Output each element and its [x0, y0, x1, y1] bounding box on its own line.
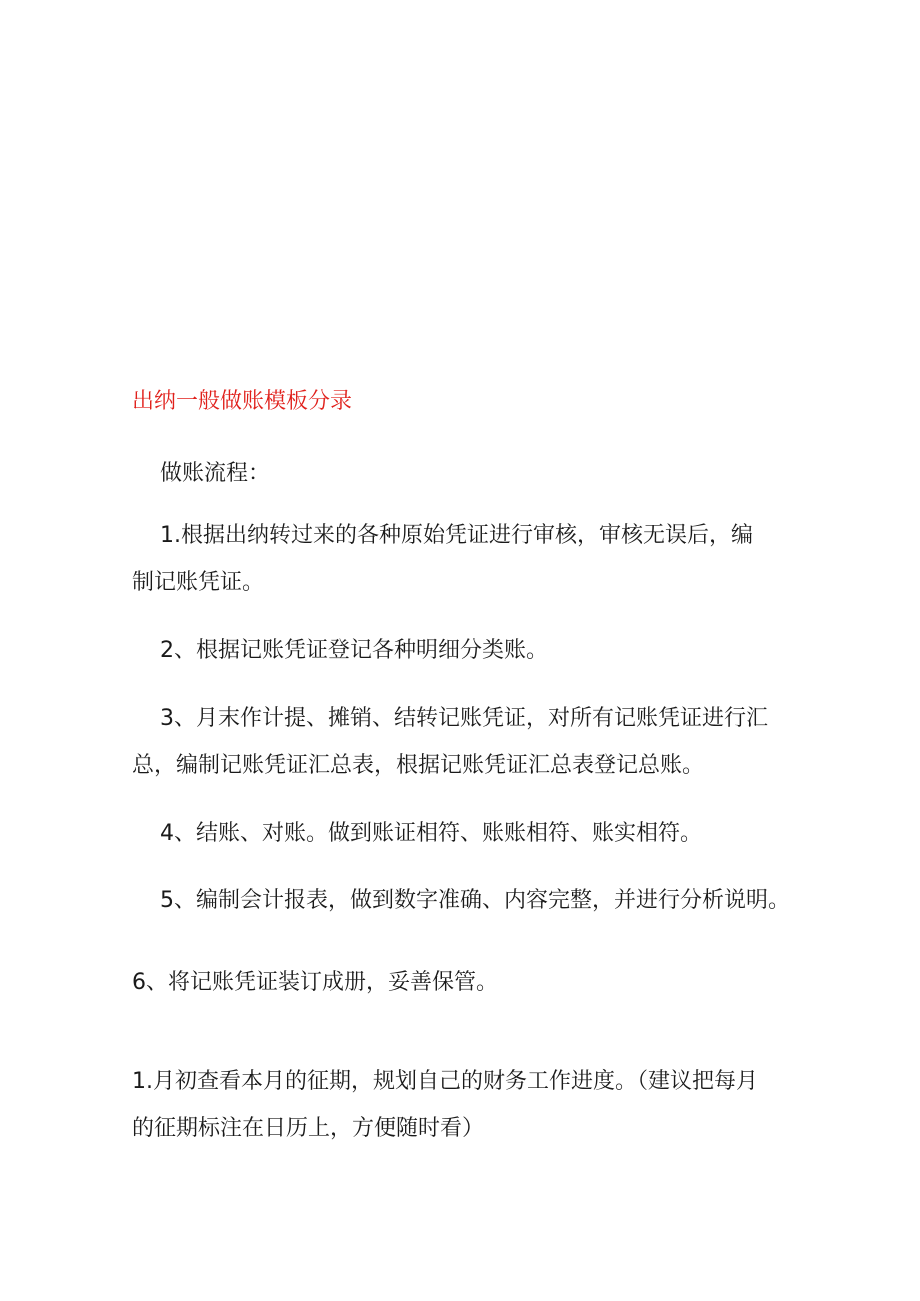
- step-2-line-1: 2、根据记账凭证登记各种明细分类账。: [160, 638, 548, 663]
- step-3-line-1: 3、月末作计提、摊销、结转记账凭证，对所有记账凭证进行汇: [160, 706, 768, 731]
- step-4-paragraph: [132, 810, 796, 857]
- step-1-line-1: 1.根据出纳转过来的各种原始凭证进行审核，审核无误后，编: [160, 523, 753, 548]
- step-2-paragraph: [132, 627, 796, 674]
- step-3-line-2: 总，编制记账凭证汇总表，根据记账凭证汇总表登记总账。: [132, 753, 705, 778]
- step-1-line-2: 制记账凭证。: [132, 570, 265, 595]
- step-3-paragraph: [132, 695, 796, 789]
- flow-heading: [132, 450, 824, 497]
- flow-heading-text: 做账流程：: [160, 461, 271, 486]
- step-1-paragraph: [132, 512, 796, 606]
- monthly-note-paragraph: [132, 1058, 796, 1152]
- step-5-line-1: 5、编制会计报表，做到数字准确、内容完整，并进行分析说明。: [160, 888, 790, 913]
- step-6-line-1: 6、将记账凭证装订成册，妥善保管。: [132, 970, 498, 995]
- monthly-note-line-2: 的征期标注在日历上，方便随时看）: [132, 1116, 485, 1141]
- step-4-line-1: 4、结账、对账。做到账证相符、账账相符、账实相符。: [160, 821, 702, 846]
- step-5-paragraph: [132, 877, 796, 924]
- document-title: 出纳一般做账模板分录: [132, 389, 353, 414]
- step-6-paragraph: [132, 959, 796, 1006]
- monthly-note-line-1: 1.月初查看本月的征期，规划自己的财务工作进度。（建议把每月: [132, 1069, 758, 1094]
